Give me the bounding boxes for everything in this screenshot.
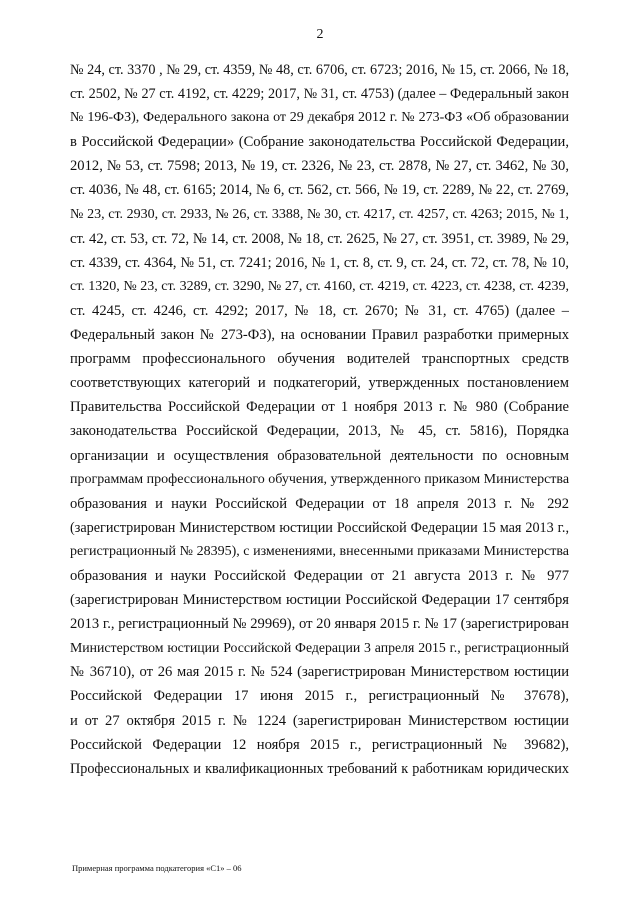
body-line: № 23, ст. 2930, ст. 2933, № 26, ст. 3388, № 30, ст. 4217, ст. 4257, ст. 4263; 2015, № 1, [70, 206, 569, 222]
body-line: законодательства Российской Федерации, 2013, № 45, ст. 5816), Порядка [70, 423, 569, 440]
body-line: соответствующих категорий и подкатегорий, утвержденных постановлением [70, 375, 569, 392]
body-line: в Российской Федерации» (Собрание законодательства Российской Федерации, [70, 134, 569, 151]
body-line: Правительства Российской Федерации от 1 ноября 2013 г. № 980 (Собрание [70, 399, 569, 416]
body-line: № 36710), от 26 мая 2015 г. № 524 (зарегистрирован Министерством юстиции [70, 664, 569, 681]
body-line: 2013 г., регистрационный № 29969), от 20 января 2015 г. № 17 (зарегистрирован [70, 616, 569, 633]
document-body [70, 58, 569, 781]
body-line: образования и науки Российской Федерации от 21 августа 2013 г. № 977 [70, 567, 569, 584]
body-line: Профессиональных и квалификационных требований к работникам юридических [70, 760, 569, 777]
body-line: № 24, ст. 3370 , № 29, ст. 4359, № 48, ст. 6706, ст. 6723; 2016, № 15, ст. 2066, № 18, [70, 62, 569, 78]
page-number: 2 [316, 27, 324, 42]
body-line: программ профессионального обучения водителей транспортных средств [70, 351, 569, 368]
body-line: (зарегистрирован Министерством юстиции Российской Федерации 15 мая 2013 г., [70, 519, 569, 536]
body-line: программам профессионального обучения, утвержденного приказом Министерства [70, 471, 569, 487]
body-line: и от 27 октября 2015 г. № 1224 (зарегистрирован Министерством юстиции [70, 712, 569, 729]
body-line: ст. 2502, № 27 ст. 4192, ст. 4229; 2017, № 31, ст. 4753) (далее – Федеральный закон [70, 86, 569, 103]
body-line: (зарегистрирован Министерством юстиции Российской Федерации 17 сентября [70, 592, 569, 609]
body-line: организации и осуществления образовательной деятельности по основным [70, 447, 569, 464]
body-line: Российской Федерации 17 июня 2015 г., регистрационный № 37678), [70, 688, 569, 705]
body-line: регистрационный № 28395), с изменениями, внесенными приказами Министерства [70, 543, 569, 559]
body-line: ст. 1320, № 23, ст. 3289, ст. 3290, № 27, ст. 4160, ст. 4219, ст. 4223, ст. 4238, ст. 4239, [70, 278, 569, 294]
body-line: ст. 4036, № 48, ст. 6165; 2014, № 6, ст. 562, ст. 566, № 19, ст. 2289, № 22, ст. 2769, [70, 182, 569, 199]
body-line: № 196-ФЗ), Федерального закона от 29 декабря 2012 г. № 273-ФЗ «Об образовании [70, 110, 569, 126]
body-line: Министерством юстиции Российской Федерации 3 апреля 2015 г., регистрационный [70, 640, 569, 656]
page-footer: Примерная программа подкатегория «C1» – 06 [72, 863, 242, 873]
body-line: ст. 4245, ст. 4246, ст. 4292; 2017, № 18, ст. 2670; № 31, ст. 4765) (далее – [70, 302, 569, 319]
body-line: ст. 4339, ст. 4364, № 51, ст. 7241; 2016, № 1, ст. 8, ст. 9, ст. 24, ст. 72, ст. 78, № 10, [70, 254, 569, 271]
body-line: ст. 42, ст. 53, ст. 72, № 14, ст. 2008, № 18, ст. 2625, № 27, ст. 3951, ст. 3989, № 29, [70, 230, 569, 247]
body-line: образования и науки Российской Федерации от 18 апреля 2013 г. № 292 [70, 495, 569, 512]
body-line: 2012, № 53, ст. 7598; 2013, № 19, ст. 2326, № 23, ст. 2878, № 27, ст. 3462, № 30, [70, 158, 569, 175]
body-line: Федеральный закон № 273-ФЗ), на основании Правил разработки примерных [70, 327, 569, 344]
body-line: Российской Федерации 12 ноября 2015 г., регистрационный № 39682), [70, 736, 569, 753]
